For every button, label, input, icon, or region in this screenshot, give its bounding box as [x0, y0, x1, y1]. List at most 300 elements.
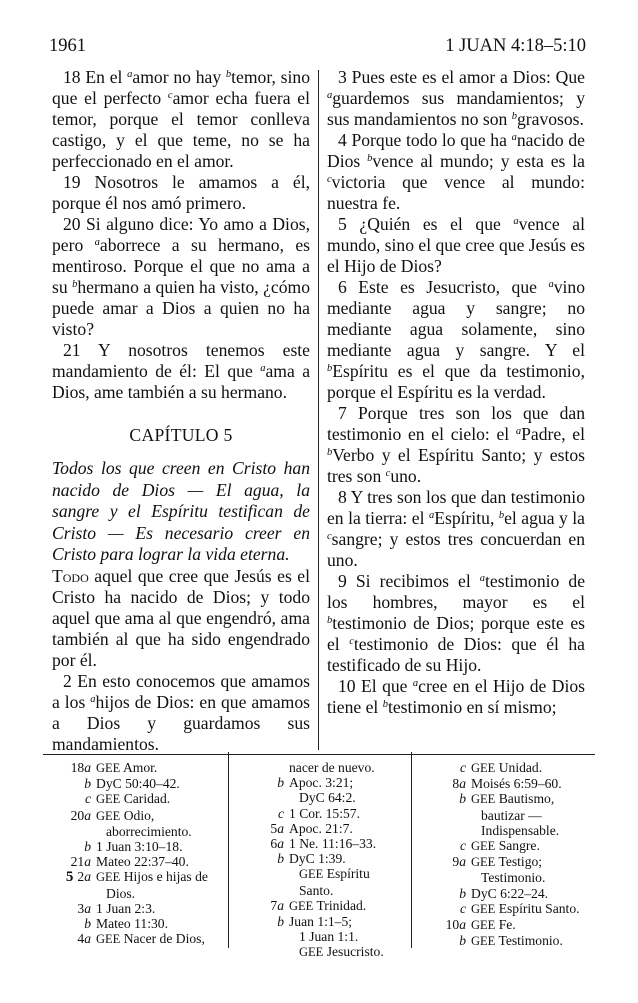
- footnote-entry: [418, 760, 598, 776]
- footnote-entry: [43, 808, 219, 839]
- footnote-text: [471, 901, 598, 917]
- footnote-reference: Espíritu Santo.: [299, 866, 370, 898]
- footnote-verse-number: 8: [452, 776, 460, 792]
- footnote-entry: [43, 760, 219, 776]
- gee-abbreviation: GEE: [96, 932, 121, 947]
- footnote-verse-number: 20: [70, 807, 85, 823]
- footnote-line: [471, 886, 548, 901]
- footnote-entry: [418, 901, 598, 917]
- verse-3: [327, 67, 585, 130]
- footnote-key: [418, 776, 471, 791]
- verse-text: hermano a quien ha visto, ¿cómo puede amar a Dios a quien no ha visto?: [52, 277, 311, 339]
- verse-text: ama a Dios, ame también a su hermano.: [52, 361, 311, 402]
- gee-abbreviation: GEE: [96, 792, 121, 807]
- footnote-reference: 1 Juan 3:10–18.: [96, 839, 183, 855]
- verse-text: testimonio de Dios; porque este es el: [327, 613, 585, 654]
- footnote-key: [418, 933, 471, 949]
- verse-text: vence al mundo, sino el que cree que Jesús es el Hijo de Dios?: [327, 214, 585, 276]
- footnote-line: [289, 775, 353, 790]
- verse-text: amor echa fuera el temor, porque el temor conlleva castigo, y el que teme, no se ha perfeccionado en el amor.: [52, 88, 310, 171]
- footnote-text: [471, 791, 598, 838]
- verse-text: temor, sino que el perfecto: [52, 67, 310, 108]
- footnote-text: [289, 806, 406, 821]
- gee-abbreviation: GEE: [96, 808, 121, 823]
- verse-list-right: [327, 67, 585, 718]
- footnote-line: [471, 870, 598, 885]
- footnote-line: [96, 916, 168, 931]
- verse-number: 6: [338, 277, 347, 297]
- footnote-letter: a: [459, 776, 466, 792]
- verse-text: sangre; y estos tres concuerdan en uno.: [327, 529, 585, 570]
- footnote-letter: b: [459, 791, 466, 807]
- verse-list-left-top: [52, 67, 310, 403]
- footnote-reference: Testimonio.: [495, 933, 563, 949]
- verse-number: 3: [338, 67, 347, 87]
- footnote-line: [471, 854, 542, 869]
- footnote-line: [96, 854, 189, 869]
- footnote-text: [96, 854, 219, 869]
- footnote-letter: b: [277, 775, 284, 791]
- footnote-marker: a: [548, 279, 554, 290]
- footnote-line: [471, 901, 580, 916]
- footnote-verse-number: 5: [270, 820, 278, 836]
- footnote-marker: a: [511, 132, 517, 143]
- verse-7: [327, 403, 585, 487]
- footnote-text: [96, 931, 219, 947]
- footnote-key: [236, 851, 289, 898]
- footnote-key: [418, 886, 471, 901]
- footnote-letter: a: [459, 917, 466, 933]
- footnote-letter: b: [84, 839, 91, 855]
- verse-text: aborrece a su hermano, es mentiroso. Porque el que no ama a su: [52, 235, 310, 297]
- chapter-reference: 1 JUAN 4:18–5:10: [445, 36, 586, 56]
- footnote-marker: a: [90, 693, 96, 705]
- gee-abbreviation: GEE: [96, 761, 121, 775]
- footnote-marker: a: [515, 426, 522, 437]
- gee-abbreviation: GEE: [471, 839, 496, 854]
- gee-abbreviation: GEE: [96, 870, 121, 885]
- footnote-reference: Juan 1:1–5;: [289, 914, 353, 930]
- footnote-text: [289, 851, 406, 898]
- footnote-reference: 1 Cor. 15:57.: [289, 805, 360, 821]
- verse-text: vino mediante agua y sangre; no mediante agua solamente, sino mediante agua y sangre. Y el: [327, 277, 585, 360]
- footnote-letter: b: [459, 885, 466, 901]
- verse-21: [52, 340, 310, 403]
- footnote-letter: b: [84, 916, 91, 932]
- footnote-text: [96, 901, 219, 916]
- verse-text: Espíritu,: [434, 508, 499, 528]
- verse-text: Nosotros le amamos a él, porque él nos amó primero.: [52, 172, 310, 213]
- verse-2: [52, 671, 310, 755]
- verse-text: testimonio de los hombres, mayor es el: [327, 571, 585, 612]
- footnote-key: [418, 854, 471, 885]
- footnote-divider-1: [228, 752, 229, 948]
- footnote-letter: c: [459, 900, 466, 916]
- footnote-letter: b: [277, 914, 284, 930]
- footnote-reference: Nacer de Dios,: [120, 931, 205, 947]
- verse-19: [52, 172, 310, 214]
- verse-text: El que: [355, 676, 413, 696]
- footnote-entry: [418, 854, 598, 885]
- footnote-separator: [43, 754, 595, 755]
- footnote-line: [289, 806, 360, 821]
- footnote-letter: a: [84, 931, 91, 947]
- verse-text: victoria que vence al mundo: nuestra fe.: [327, 172, 585, 213]
- footnote-reference: Unidad.: [495, 760, 543, 775]
- footnote-key: [418, 760, 471, 776]
- footnote-divider-2: [411, 752, 412, 948]
- verse-6: [327, 277, 585, 403]
- footnote-line: [471, 917, 516, 932]
- footnote-letter: c: [459, 838, 466, 854]
- footnote-line: [471, 760, 542, 775]
- footnote-line: [471, 808, 598, 823]
- footnote-marker: c: [349, 636, 354, 647]
- footnote-letter: c: [84, 791, 91, 807]
- footnote-entry: [236, 821, 406, 836]
- gee-abbreviation: GEE: [299, 945, 324, 960]
- verse-text: ¿Quién es el que: [346, 214, 514, 234]
- footnote-line: [471, 791, 554, 806]
- footnote-key: [43, 901, 96, 916]
- footnote-key: [43, 931, 96, 947]
- footnote-column-1: [43, 760, 219, 947]
- footnote-marker: a: [94, 237, 100, 248]
- footnote-marker: a: [479, 573, 486, 584]
- footnote-key: [236, 775, 289, 805]
- footnote-reference: Apoc. 3:21;: [289, 775, 354, 791]
- footnote-key: [418, 838, 471, 854]
- page-number: 1961: [49, 36, 86, 56]
- footnote-text: [471, 776, 598, 791]
- footnote-entry: [418, 791, 598, 838]
- footnote-entry: [236, 806, 406, 821]
- footnote-text: [471, 917, 598, 933]
- footnote-key: [43, 839, 96, 854]
- verse-text: Y nosotros tenemos este mandamiento de él: El que: [52, 340, 310, 381]
- footnote-text: [289, 898, 406, 914]
- verse-number: 2: [63, 670, 72, 691]
- footnote-reference: DyC 50:40–42.: [96, 776, 180, 792]
- footnote-reference: Odio,: [120, 807, 155, 823]
- gee-abbreviation: GEE: [299, 867, 324, 882]
- footnote-key: [43, 791, 96, 807]
- footnote-text: [289, 914, 406, 961]
- footnote-letter: b: [277, 851, 284, 867]
- footnote-reference: DyC 1:39.: [289, 851, 346, 867]
- footnote-text: [471, 854, 598, 885]
- footnote-line: [96, 791, 170, 806]
- footnote-key: [236, 914, 289, 961]
- verse-text: Este es Jesucristo, que: [346, 277, 549, 297]
- footnote-marker: c: [385, 468, 391, 479]
- footnote-verse-number: 3: [77, 900, 85, 916]
- footnote-reference: Fe.: [495, 917, 516, 933]
- footnote-verse-number: 9: [452, 854, 460, 870]
- gee-abbreviation: GEE: [471, 792, 496, 807]
- footnote-reference: DyC 6:22–24.: [471, 885, 549, 901]
- gee-abbreviation: GEE: [471, 934, 496, 949]
- verse-4: [327, 130, 585, 214]
- footnote-line: [289, 929, 406, 944]
- footnote-text: [96, 760, 219, 776]
- verse-list-left-bottom: [52, 671, 310, 755]
- footnote-reference: Trinidad.: [313, 897, 367, 913]
- footnote-key: [43, 760, 96, 776]
- verse-text: Espíritu es el que da testimonio, porque el Espíritu es la verdad.: [327, 361, 585, 402]
- verse-1-lead: Todo: [52, 565, 89, 586]
- verse-text: Y tres son los que dan testimonio en la tierra: el: [327, 487, 585, 528]
- column-divider: [318, 70, 319, 750]
- footnote-entry: [43, 776, 219, 791]
- chapter-heading: CAPÍTULO 5: [129, 425, 233, 445]
- verse-number: 9: [338, 571, 347, 591]
- footnote-letter: c: [459, 760, 466, 775]
- footnote-marker: b: [72, 279, 78, 290]
- verse-20: [52, 214, 310, 340]
- verse-text: Porque tres son los que dan testimonio en el cielo: el: [327, 403, 585, 444]
- footnote-reference: 1 Juan 2:3.: [96, 900, 156, 916]
- verse-number: 4: [338, 130, 347, 150]
- footnote-letter: a: [84, 854, 91, 870]
- footnote-letter: a: [84, 900, 91, 916]
- footnote-marker: b: [327, 363, 333, 374]
- footnote-line: [289, 851, 346, 866]
- footnote-verse-number: 4: [77, 931, 85, 947]
- verse-number: 5: [338, 214, 347, 234]
- footnote-reference: Dios.: [106, 885, 136, 901]
- verse-number: 20: [63, 214, 81, 234]
- footnote-marker: b: [511, 111, 517, 122]
- footnote-line: [471, 933, 563, 948]
- verse-text: Verbo y el Espíritu Santo; y estos tres son: [327, 445, 585, 486]
- verse-text: En el: [80, 67, 128, 87]
- verse-text: el agua y la: [504, 508, 585, 528]
- footnote-entry: [418, 917, 598, 933]
- footnote-column-3: [418, 760, 598, 949]
- verse-text: Pues este es el amor a Dios: Que: [346, 67, 585, 87]
- footnote-marker: a: [127, 69, 133, 80]
- footnote-reference: Moisés 6:59–60.: [471, 776, 562, 792]
- footnote-reference: 1 Juan 1:1.: [299, 929, 359, 945]
- footnote-line: [289, 914, 352, 929]
- right-text-column: [327, 67, 585, 718]
- footnote-reference: Testimonio.: [481, 870, 546, 886]
- footnote-entry: [418, 933, 598, 949]
- footnote-letter: b: [459, 933, 466, 949]
- footnote-entry: [236, 898, 406, 914]
- verse-number: 19: [63, 172, 81, 192]
- verse-text: Si recibimos el: [346, 571, 480, 591]
- footnote-column-2: [236, 760, 406, 961]
- footnote-text: [96, 808, 219, 839]
- footnote-letter: a: [459, 854, 466, 870]
- footnote-key: [43, 854, 96, 869]
- footnote-reference: Testigo;: [495, 854, 543, 870]
- footnote-reference: nacer de nuevo.: [289, 760, 375, 775]
- footnote-marker: a: [327, 90, 333, 101]
- gee-abbreviation: GEE: [471, 761, 496, 775]
- footnote-reference: Amor.: [120, 760, 158, 775]
- footnote-text: [471, 886, 598, 901]
- footnote-line: [289, 944, 406, 960]
- footnote-entry: [43, 839, 219, 854]
- footnote-line: [471, 776, 562, 791]
- footnote-entry: [43, 931, 219, 947]
- verse-text: cree en el Hijo de Dios tiene el: [327, 676, 586, 717]
- footnote-reference: Jesucristo.: [323, 944, 384, 960]
- footnote-line: [96, 760, 157, 775]
- footnote-reference: Hijos e hijas de: [120, 869, 208, 885]
- gee-abbreviation: GEE: [289, 898, 314, 913]
- footnote-text: [96, 791, 219, 807]
- footnote-verse-number: 10: [445, 917, 460, 933]
- footnote-entry: [236, 914, 406, 961]
- footnote-text: [96, 776, 219, 791]
- footnote-text: [471, 933, 598, 949]
- footnote-line: [471, 838, 540, 853]
- footnote-entry: [236, 775, 406, 805]
- footnote-entry: [43, 869, 219, 900]
- gee-abbreviation: GEE: [471, 855, 496, 870]
- footnote-letter: a: [84, 807, 91, 823]
- footnote-text: [471, 838, 598, 854]
- footnote-text: [289, 836, 406, 851]
- verse-text: testimonio de Dios: que él ha testificado de su Hijo.: [327, 634, 585, 675]
- footnote-entry: [236, 851, 406, 898]
- footnote-key: [43, 776, 96, 791]
- running-header: [49, 36, 586, 60]
- verse-text: En esto conocemos que amamos a los: [52, 670, 310, 712]
- footnote-marker: c: [327, 531, 332, 542]
- footnote-marker: c: [167, 90, 173, 101]
- footnote-key: [236, 821, 289, 836]
- footnote-verse-number: 18: [70, 760, 85, 775]
- footnote-verse-number: 6: [270, 836, 278, 852]
- verse-1: [52, 566, 310, 671]
- footnote-line: [96, 869, 208, 884]
- footnote-key: [418, 917, 471, 933]
- footnote-verse-number: 21: [70, 854, 85, 870]
- gee-abbreviation: GEE: [471, 901, 496, 916]
- verse-9: [327, 571, 585, 676]
- footnote-key: [43, 808, 96, 839]
- footnote-letter: a: [277, 820, 284, 836]
- footnote-entry: [43, 854, 219, 869]
- footnote-marker: b: [382, 699, 388, 710]
- footnote-key: [236, 898, 289, 914]
- verse-text: vence al mundo; y esta es la: [372, 151, 585, 171]
- footnote-letter: b: [84, 776, 91, 792]
- footnote-reference: aborrecimiento.: [106, 823, 192, 839]
- footnote-marker: a: [260, 363, 266, 374]
- footnote-letter: a: [84, 869, 91, 885]
- verse-18: [52, 67, 310, 172]
- footnote-entry: [43, 791, 219, 807]
- footnote-marker: c: [327, 174, 332, 185]
- footnote-text: [289, 821, 406, 836]
- footnote-entry: [43, 901, 219, 916]
- footnote-marker: b: [367, 153, 373, 164]
- footnote-key: [236, 806, 289, 821]
- verse-text: Si alguno dice: Yo amo a Dios, pero: [52, 214, 310, 255]
- footnote-text: [96, 916, 219, 931]
- footnote-letter: c: [277, 805, 284, 821]
- footnote-reference: Sangre.: [495, 838, 540, 854]
- footnote-marker: b: [225, 69, 232, 80]
- verse-text: testimonio en sí mismo;: [387, 697, 557, 717]
- footnote-key: [43, 916, 96, 931]
- verse-number: 8: [338, 487, 347, 507]
- footnote-reference: Apoc. 21:7.: [289, 820, 353, 836]
- footnote-key: [236, 760, 289, 775]
- footnote-text: [289, 760, 406, 775]
- verse-5: [327, 214, 585, 277]
- footnote-line: [96, 808, 154, 823]
- footnote-reference: Espíritu Santo.: [495, 900, 580, 916]
- footnote-entry: [236, 836, 406, 851]
- footnote-letter: a: [277, 897, 284, 913]
- verse-text: hijos de Dios: en que amamos a Dios y guardamos sus mandamientos.: [52, 691, 310, 754]
- footnote-marker: b: [498, 510, 505, 521]
- footnote-verse-number: 2: [77, 869, 85, 885]
- footnote-marker: a: [513, 216, 519, 227]
- verse-text: gravosos.: [516, 109, 584, 129]
- footnote-line: [96, 931, 205, 946]
- left-text-column: [52, 67, 310, 755]
- footnote-line: [289, 790, 406, 805]
- footnote-reference: Mateo 11:30.: [96, 916, 168, 932]
- footnote-text: [96, 839, 219, 854]
- footnote-line: [289, 821, 353, 836]
- footnote-reference: Indispensable.: [481, 822, 560, 838]
- footnote-reference: 1 Ne. 11:16–33.: [289, 836, 377, 852]
- verse-10: [327, 676, 585, 718]
- verse-text: Padre, el: [521, 424, 585, 444]
- footnote-text: [471, 760, 598, 776]
- footnote-line: [289, 866, 406, 897]
- footnote-line: [289, 760, 375, 775]
- verse-number: 7: [338, 403, 347, 423]
- footnote-entry: [236, 760, 406, 775]
- verse-1-text: aquel que cree que Jesús es el Cristo ha nacido de Dios; y todo aquel que ama al que engendró, ama también al que ha sido engendrado por él.: [52, 565, 310, 670]
- footnote-line: [96, 886, 219, 901]
- footnote-line: [471, 823, 598, 838]
- verse-8: [327, 487, 585, 571]
- footnote-key: [418, 901, 471, 917]
- footnote-line: [96, 839, 182, 854]
- gee-abbreviation: GEE: [471, 918, 496, 933]
- footnote-line: [96, 901, 155, 916]
- footnote-key: [418, 791, 471, 838]
- verse-text: amor no hay: [132, 67, 226, 87]
- footnote-reference: bautizar —: [481, 807, 542, 823]
- footnote-reference: Caridad.: [120, 791, 171, 807]
- verse-text: nacido de Dios: [327, 130, 585, 171]
- footnote-line: [289, 898, 366, 913]
- footnote-marker: a: [412, 678, 419, 689]
- footnote-verse-number: 7: [270, 897, 278, 913]
- verse-number: 18: [63, 67, 81, 87]
- footnote-reference: DyC 64:2.: [299, 790, 356, 806]
- footnote-text: [96, 869, 219, 900]
- footnote-entry: [418, 776, 598, 791]
- footnote-letter: a: [84, 760, 91, 775]
- footnote-entry: [418, 886, 598, 901]
- footnote-key: [236, 836, 289, 851]
- footnote-letter: a: [277, 836, 284, 852]
- verse-text: uno.: [390, 466, 422, 486]
